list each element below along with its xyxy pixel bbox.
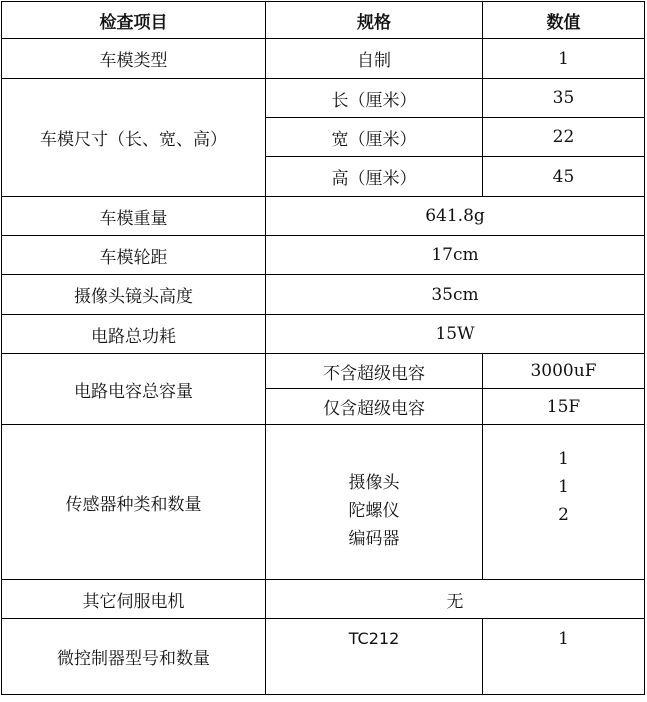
sensor-count: 2 — [558, 505, 569, 525]
sensor-names-list — [349, 469, 400, 553]
table-row — [2, 354, 645, 389]
height-value: 45 — [483, 157, 645, 197]
inspection-table — [1, 1, 645, 695]
wheelbase-label: 车模轮距 — [2, 236, 266, 275]
model-weight-value: 641.8g — [266, 197, 645, 236]
header-spec: 规格 — [266, 2, 483, 39]
model-type-spec: 自制 — [266, 39, 483, 79]
total-power-label: 电路总功耗 — [2, 315, 266, 354]
sensor-name: 摄像头 — [348, 473, 400, 493]
sensor-count: 1 — [558, 477, 569, 497]
model-weight-label: 车模重量 — [2, 197, 266, 236]
table-row — [2, 39, 645, 79]
sensor-counts-list — [558, 445, 569, 529]
table-row — [2, 79, 645, 118]
servo-label: 其它伺服电机 — [2, 580, 266, 619]
camera-height-label: 摄像头镜头高度 — [2, 275, 266, 315]
length-value: 35 — [483, 79, 645, 118]
table-row — [2, 425, 645, 580]
mcu-label: 微控制器型号和数量 — [2, 619, 266, 695]
with-supercap-value: 15F — [483, 389, 645, 425]
header-value: 数值 — [483, 2, 645, 39]
header-row — [2, 2, 645, 39]
sensor-count: 1 — [558, 449, 569, 469]
capacitance-label: 电路电容总容量 — [2, 354, 266, 425]
mcu-count: 1 — [558, 629, 569, 649]
model-type-label: 车模类型 — [2, 39, 266, 79]
sensor-name: 陀螺仪 — [348, 501, 400, 521]
with-supercap-spec: 仅含超级电容 — [266, 389, 483, 425]
height-spec: 高（厘米） — [266, 157, 483, 197]
sensors-counts-cell — [483, 425, 645, 580]
table-row — [2, 619, 645, 695]
mcu-model: TC212 — [348, 629, 400, 648]
length-spec: 长（厘米） — [266, 79, 483, 118]
table-row — [2, 315, 645, 354]
total-power-value: 15W — [266, 315, 645, 354]
camera-height-value: 35cm — [266, 275, 645, 315]
width-value: 22 — [483, 118, 645, 157]
mcu-count-cell — [483, 619, 645, 695]
mcu-model-cell — [266, 619, 483, 695]
without-supercap-spec: 不含超级电容 — [266, 354, 483, 389]
wheelbase-value: 17cm — [266, 236, 645, 275]
without-supercap-value: 3000uF — [483, 354, 645, 389]
table-row — [2, 236, 645, 275]
table-row — [2, 580, 645, 619]
sensors-label: 传感器种类和数量 — [2, 425, 266, 580]
model-size-label: 车模尺寸（长、宽、高） — [2, 79, 266, 197]
sensor-name: 编码器 — [348, 529, 400, 549]
width-spec: 宽（厘米） — [266, 118, 483, 157]
table-row — [2, 197, 645, 236]
table-row — [2, 275, 645, 315]
header-item: 检查项目 — [2, 2, 266, 39]
servo-value: 无 — [266, 580, 645, 619]
sensors-names-cell — [266, 425, 483, 580]
model-type-value: 1 — [483, 39, 645, 79]
